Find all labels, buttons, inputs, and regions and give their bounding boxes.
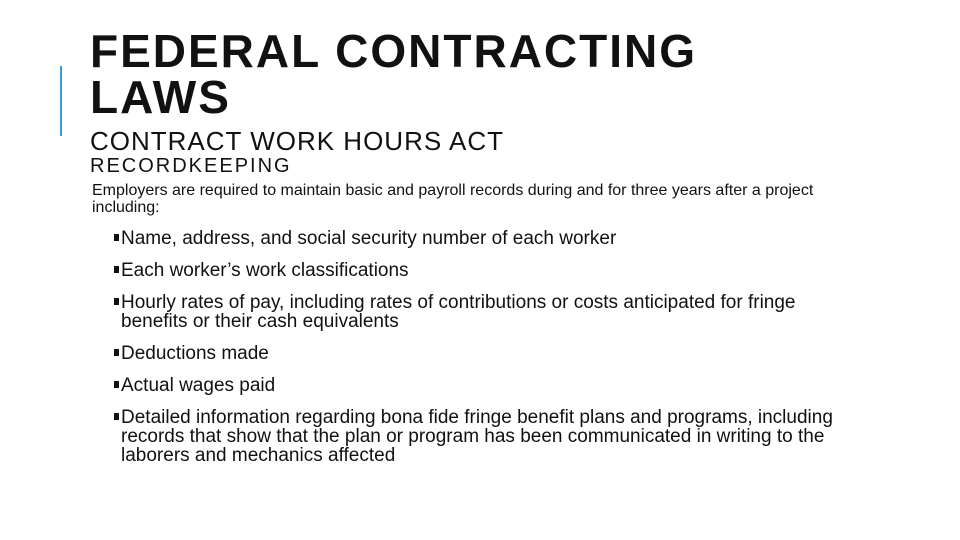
list-item xyxy=(114,261,859,280)
square-bullet-icon xyxy=(114,413,119,420)
square-bullet-icon xyxy=(114,266,119,273)
list-item-text: Deductions made xyxy=(121,343,269,364)
square-bullet-icon xyxy=(114,349,119,356)
list-item xyxy=(114,293,859,331)
section-heading: RECORDKEEPING xyxy=(90,155,292,177)
slide-title: FEDERAL CONTRACTING LAWS xyxy=(90,25,698,123)
list-item xyxy=(114,229,859,248)
square-bullet-icon xyxy=(114,234,119,241)
list-item xyxy=(114,408,859,465)
title-accent-bar xyxy=(60,66,62,136)
intro-text: Employers are required to maintain basic and payroll records during and for three years after a project including: xyxy=(92,182,814,216)
bullet-list xyxy=(114,229,859,478)
list-item xyxy=(114,376,859,395)
square-bullet-icon xyxy=(114,298,119,305)
slide-subtitle: CONTRACT WORK HOURS ACT xyxy=(90,126,504,156)
list-item-text: Detailed information regarding bona fide fringe benefit plans and programs, including records that show that the plan or program has been communicated in writing to the laborers and mechanics affected xyxy=(121,407,833,466)
square-bullet-icon xyxy=(114,381,119,388)
list-item-text: Each worker’s work classifications xyxy=(121,260,409,281)
list-item-text: Name, address, and social security number of each worker xyxy=(121,228,617,249)
list-item-text: Hourly rates of pay, including rates of contributions or costs anticipated for fringe benefits or their cash equivalents xyxy=(121,292,796,332)
list-item-text: Actual wages paid xyxy=(121,375,276,396)
list-item xyxy=(114,344,859,363)
